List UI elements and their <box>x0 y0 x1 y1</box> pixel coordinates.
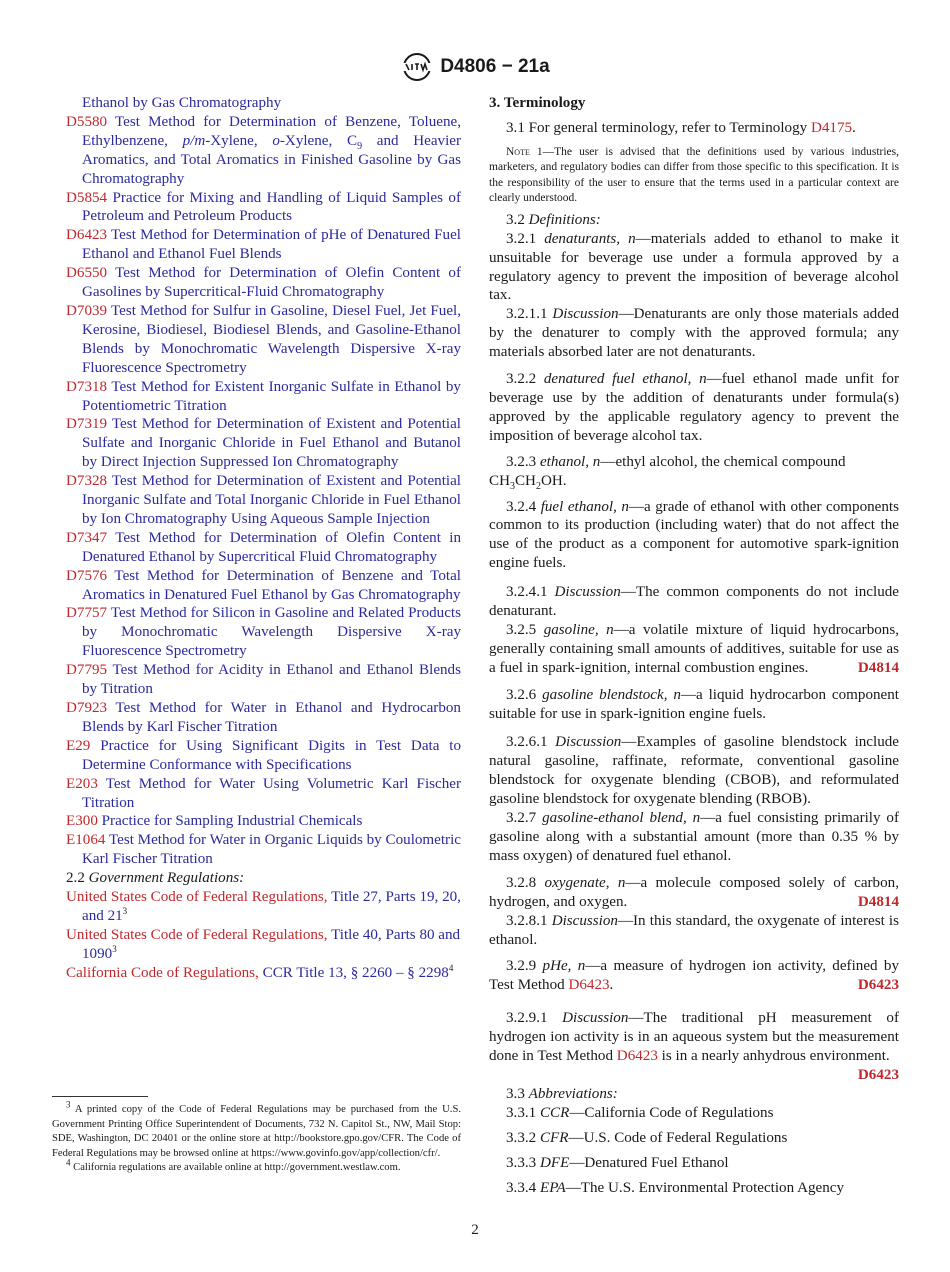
reference-title[interactable]: Test Method for Determination of Olefin Content of Gasolines by Supercritical-Fluid Chromatography <box>82 265 461 301</box>
gov-regulations-list <box>66 888 461 983</box>
reference-item <box>66 529 461 567</box>
reference-code-link[interactable]: D6423 <box>66 227 108 244</box>
reference-item <box>66 264 461 302</box>
footnote-text: California regulations are available online at http://government.westlaw.com. <box>73 1162 401 1173</box>
gov-regulation-item <box>66 888 461 926</box>
def-3-2-7: 3.2.7 gasoline-ethanol blend, n—a fuel consisting primarily of gasoline along with a substantial amount (more than 0.35 % by mass oxygen) of denatured fuel ethanol. <box>489 810 900 864</box>
reference-item <box>66 302 461 378</box>
regulation-source-link[interactable]: United States Code of Federal Regulations, <box>66 889 328 906</box>
reference-code-link[interactable]: D7328 <box>66 473 108 490</box>
right-column <box>489 94 899 1203</box>
footnote-marker: 4 <box>448 962 454 973</box>
reference-item <box>66 812 461 831</box>
def-3-2-9-1: 3.2.9.1 Discussion—The traditional pH measurement of hydrogen ion activity is in an aqueous system but the measurement done in Test Method D6423 is in a nearly anhydrous environment. D6423 <box>489 1010 899 1083</box>
reference-title[interactable]: Test Method for Water in Ethanol and Hydrocarbon Blends by Karl Fischer Titration <box>82 700 461 735</box>
page-header <box>0 52 950 82</box>
reference-item <box>66 831 461 869</box>
regulation-title-link[interactable]: Title 40, Parts 80 and 1090 <box>82 926 461 962</box>
reference-title[interactable]: Test Method for Determination of pHe of Denatured Fuel Ethanol and Ethanol Fuel Blends <box>82 227 461 263</box>
abbreviation-item: 3.3.2 CFR—U.S. Code of Federal Regulations <box>506 1129 788 1146</box>
def-3-2-3: 3.2.3 ethanol, n—ethyl alcohol, the chemical compound <box>506 453 846 470</box>
reference-item <box>66 415 461 472</box>
footnote-marker: 3 <box>112 943 117 954</box>
reference-item <box>66 604 461 661</box>
gov-regulation-item <box>66 964 461 983</box>
reference-title[interactable]: Test Method for Determination of Olefin Content in Denatured Ethanol by Supercritical Fluid Chromatography <box>82 529 461 565</box>
link-d4175[interactable]: D4175 <box>810 119 853 136</box>
para-3-3: 3.3 Abbreviations: <box>506 1085 618 1102</box>
ref-d4814[interactable]: D4814 <box>857 659 899 676</box>
reference-code-link[interactable]: D7318 <box>66 378 108 395</box>
link-d6423-2[interactable]: D6423 <box>616 1048 658 1065</box>
def-3-2-6: 3.2.6 gasoline blendstock, n—a liquid hydrocarbon component suitable for use in spark-ignition engine fuels. <box>489 686 899 722</box>
section-title-terminology: 3. Terminology <box>489 95 586 111</box>
reference-title[interactable]: Test Method for Sulfur in Gasoline, Diesel Fuel, Jet Fuel, Kerosine, Biodiesel, Biodiesel Blends, and Gasoline-Ethanol Blends by Monochromatic Wavelength Dispersive X-ray Fluorescence Spectrometry <box>82 302 461 376</box>
reference-item <box>66 113 461 189</box>
def-3-2-1: 3.2.1 denaturants, n—materials added to ethanol to make it unsuitable for beverage use under a formula approved by a regulatory agency to prevent the imposition of beverage alcohol tax. <box>489 230 899 304</box>
ref-d6423-2[interactable]: D6423 <box>857 1066 899 1083</box>
footnote-divider <box>52 1096 148 1097</box>
reference-code-link[interactable]: D7347 <box>66 529 108 546</box>
reference-code-link[interactable]: D7757 <box>66 605 108 622</box>
footnote-4 <box>52 1157 461 1176</box>
def-3-2-4: 3.2.4 fuel ethanol, n—a grade of ethanol with other components common to its production (including water) that do not affect the use of the product as a component for automotive spark-ignition engine fuels. <box>489 498 899 572</box>
reference-code-link[interactable]: E203 <box>66 775 98 792</box>
gov-regulation-item <box>66 926 461 964</box>
para-3-1: 3.1 For general terminology, refer to Terminology D4175. <box>506 119 856 136</box>
def-3-2-8-1: 3.2.8.1 Discussion—In this standard, the oxygenate of interest is ethanol. <box>489 912 899 948</box>
abbreviation-item: 3.3.1 CCR—California Code of Regulations <box>506 1104 774 1121</box>
reference-code-link[interactable]: D7795 <box>66 662 108 679</box>
def-3-2-2: 3.2.2 denatured fuel ethanol, n—fuel ethanol made unfit for beverage use by the addition of denaturants under formula(s) approved by the applicable regulatory agency to prevent the imposition of beverage alcohol tax. <box>489 371 899 444</box>
reference-item <box>66 226 461 264</box>
left-column <box>66 94 461 983</box>
ref-d4814-2[interactable]: D4814 <box>857 893 899 910</box>
reference-item <box>66 699 461 737</box>
footnotes <box>52 1099 461 1176</box>
reference-title[interactable]: Test Method for Determination of Benzene and Total Aromatics in Denatured Fuel Ethanol by Gas Chromatography <box>82 567 461 603</box>
reference-continuation: Ethanol by Gas Chromatography <box>82 95 282 111</box>
reference-code-link[interactable]: D7319 <box>66 416 108 433</box>
reference-item <box>66 775 461 813</box>
reference-code-link[interactable]: E1064 <box>66 832 106 849</box>
ref-d6423[interactable]: D6423 <box>857 977 899 994</box>
link-d6423[interactable]: D6423 <box>568 977 610 994</box>
document-designation: D4806 − 21a <box>440 56 550 77</box>
reference-item <box>66 661 461 699</box>
regulation-source-link[interactable]: United States Code of Federal Regulations, <box>66 926 328 943</box>
def-3-2-8: 3.2.8 oxygenate, n—a molecule composed solely of carbon, hydrogen, and oxygen. D4814 <box>489 874 899 910</box>
gov-heading: 2.2 Government Regulations: <box>66 870 245 887</box>
note-1: Note 1—The user is advised that the definitions used by various industries, marketers, and regulatory bodies can differ from those specific to this specification. It is the responsibility of the user to ensure that the terms used in a particular context are clearly understood. <box>489 145 899 205</box>
reference-code-link[interactable]: D7923 <box>66 700 108 716</box>
footnote-number: 4 <box>66 1157 71 1168</box>
reference-code-link[interactable]: E300 <box>66 813 98 830</box>
reference-title[interactable]: Practice for Using Significant Digits in Test Data to Determine Conformance with Specifications <box>82 737 461 773</box>
reference-code-link[interactable]: D5580 <box>66 113 108 130</box>
reference-title[interactable]: Test Method for Water in Organic Liquids by Coulometric Karl Fischer Titration <box>82 832 461 868</box>
regulation-source-link[interactable]: California Code of Regulations, <box>66 964 259 981</box>
def-3-2-4-1: 3.2.4.1 Discussion—The common components do not include denaturant. <box>489 584 899 620</box>
footnote-3 <box>52 1099 461 1161</box>
reference-code-link[interactable]: D5854 <box>66 189 108 206</box>
reference-title[interactable]: Test Method for Silicon in Gasoline and Related Products by Monochromatic Wavelength Dispersive X-ray Fluorescence Spectrometry <box>82 605 461 660</box>
ethanol-formula: $CH_3CH_2OH$. <box>489 472 567 492</box>
reference-title[interactable]: Test Method for Water Using Volumetric Karl Fischer Titration <box>82 775 461 811</box>
reference-title[interactable]: Test Method for Determination of Existent and Potential Sulfate and Inorganic Chloride in Fuel Ethanol and Butanol by Direct Injection Suppressed Ion Chromatography <box>82 416 461 471</box>
para-3-2: 3.2 Definitions: <box>506 211 601 228</box>
page-number: 2 <box>471 1222 479 1238</box>
reference-code-link[interactable]: D7576 <box>66 567 108 584</box>
regulation-title-link[interactable]: CCR Title 13, § 2260 – § 2298 <box>262 964 449 981</box>
government-regulations <box>66 869 461 982</box>
astm-logo-icon <box>400 52 434 82</box>
reference-item <box>66 472 461 529</box>
def-3-2-6-1: 3.2.6.1 Discussion—Examples of gasoline blendstock include natural gasoline, raffinate, reformate, conventional gasoline blendstock for oxygenate blending (CBOB), and reformulated gasoline blendstock for oxygenate blending (RBOB). <box>489 734 899 808</box>
reference-item <box>66 567 461 605</box>
regulation-title-link[interactable]: Title 27, Parts 19, 20, and 21 <box>82 889 461 924</box>
reference-title[interactable]: Practice for Mixing and Handling of Liquid Samples of Petroleum and Petroleum Products <box>82 189 461 225</box>
reference-item <box>66 189 461 227</box>
reference-item <box>66 737 461 775</box>
def-3-2-1-1: 3.2.1.1 Discussion—Denaturants are only those materials added by the denaturer to comply with the approved formula; any materials absorbed later are not denaturants. <box>489 306 899 361</box>
footnote-marker: 3 <box>122 905 128 916</box>
reference-code-link[interactable]: D7039 <box>66 302 108 319</box>
reference-title[interactable]: Test Method for Determination of Existent and Potential Inorganic Sulfate and Total Inorganic Chloride in Fuel Ethanol by Ion Chromatography Using Aqueous Sample Injection <box>82 473 461 527</box>
reference-item <box>66 378 461 416</box>
footnote-text: A printed copy of the Code of Federal Regulations may be purchased from the U.S. Government Printing Office Superintendent of Documents, 732 N. Capitol St., NW, Mail Stop: SDE, Washington, DC 20401 or the online store at http://bookstore.gpo.gov/CFR. The Code of Federal Regulations may be browsed online at https://www.govinfo.gov/app/collection/cfr/. <box>52 1104 461 1159</box>
def-3-2-9: 3.2.9 pHe, n—a measure of hydrogen ion activity, defined by Test Method D6423. D6423 <box>489 958 899 994</box>
reference-code-link[interactable]: D6550 <box>66 265 108 282</box>
reference-title[interactable]: Test Method for Existent Inorganic Sulfate in Ethanol by Potentiometric Titration <box>82 378 461 414</box>
abbreviation-item: 3.3.4 EPA—The U.S. Environmental Protection Agency <box>506 1179 845 1196</box>
def-3-2-5: 3.2.5 gasoline, n—a volatile mixture of liquid hydrocarbons, generally containing small amounts of additives, suitable for use as a fuel in spark-ignition, internal combustion engines. D4814 <box>489 621 899 676</box>
abbreviations-list <box>489 1104 899 1198</box>
reference-code-link[interactable]: E29 <box>66 737 91 754</box>
footnote-number: 3 <box>66 1099 71 1110</box>
reference-title[interactable]: Test Method for Acidity in Ethanol and Ethanol Blends by Titration <box>82 662 461 698</box>
reference-title[interactable]: Practice for Sampling Industrial Chemicals <box>101 813 363 830</box>
abbreviation-item: 3.3.3 DFE—Denatured Fuel Ethanol <box>506 1154 729 1171</box>
referenced-documents-list <box>66 113 461 869</box>
reference-title[interactable]: Test Method for Determination of Benzene, Toluene, Ethylbenzene, p/m-Xylene, o-Xylene, $C_9$ and Heavier Aromatics, and Total Aromatics in Finished Gasoline by Gas Chromatography <box>82 113 462 187</box>
